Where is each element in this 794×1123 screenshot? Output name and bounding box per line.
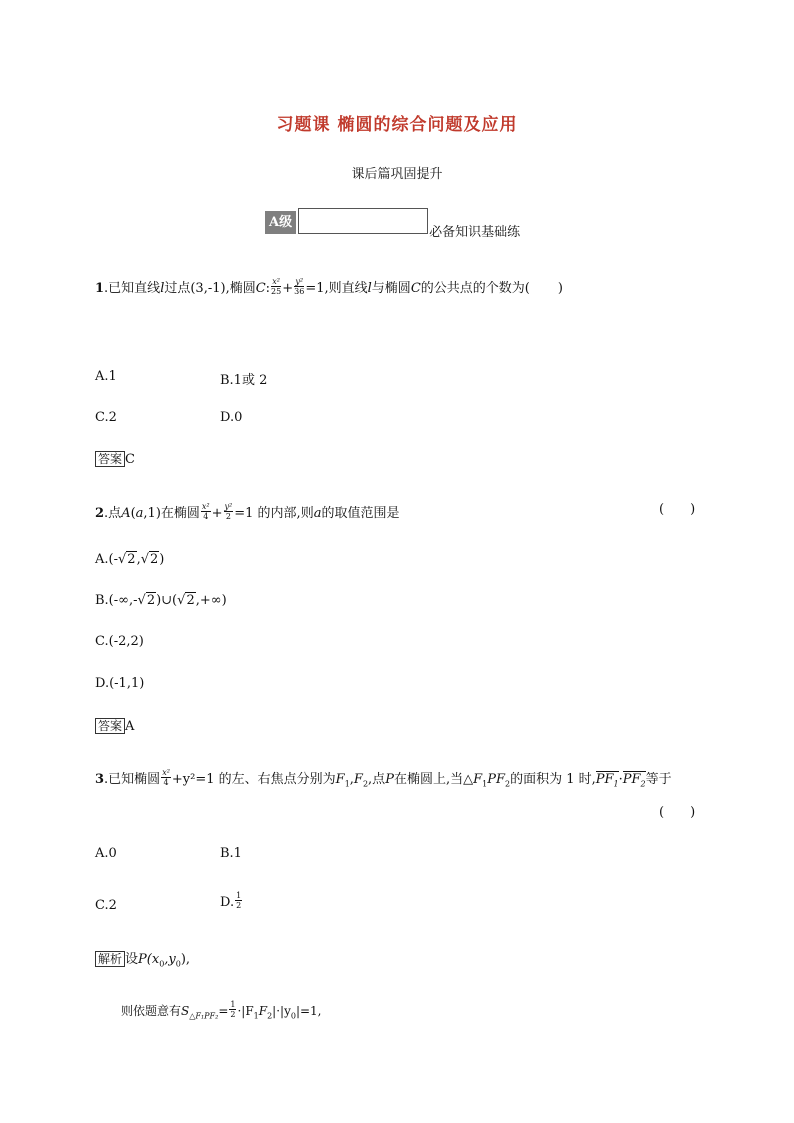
paren-open: ( — [659, 502, 665, 517]
frac-num: y² — [224, 502, 233, 511]
frac-den: 36 — [294, 287, 305, 296]
fraction — [229, 1000, 236, 1019]
q1-answer — [95, 450, 135, 467]
paren-close: ) — [690, 502, 696, 517]
q-text: +y²=1 的左、右焦点分别为 — [171, 772, 336, 787]
q-text: 与椭圆 — [371, 281, 411, 296]
dot: · — [618, 772, 623, 787]
opt-text: B.(-∞,- — [95, 593, 138, 608]
var-a: a — [135, 506, 144, 521]
analysis-text: = — [218, 1004, 229, 1018]
q-text: 的取值范围是 — [321, 506, 400, 521]
frac-den: 2 — [230, 1010, 236, 1019]
question-2 — [95, 502, 399, 523]
frac-num: x² — [162, 768, 170, 777]
question-number: 1 — [95, 281, 105, 296]
fraction — [201, 502, 211, 521]
level-input-box — [298, 208, 428, 234]
question-number: 2 — [95, 506, 105, 521]
subscript: 0 — [159, 959, 165, 969]
opt-text: A.(- — [95, 552, 118, 567]
q3-option-c: C.2 — [95, 898, 117, 913]
var-F: F — [353, 772, 363, 787]
q-text: ,点 — [368, 772, 386, 787]
analysis-text: P(x — [138, 952, 160, 967]
q-text: : — [265, 281, 271, 296]
q1-option-b: B.1或 2 — [220, 373, 268, 388]
fraction — [294, 277, 304, 296]
opt-text: , — [136, 552, 141, 567]
fraction — [235, 891, 242, 910]
q1-option-c: C.2 — [95, 410, 117, 425]
subscript: 2 — [504, 779, 511, 789]
analysis-text: F — [258, 1004, 268, 1018]
var-P: P — [622, 772, 632, 787]
var-P: P — [385, 772, 394, 787]
question-number: 3 — [95, 772, 105, 787]
var-F: F — [335, 772, 345, 787]
sqrt-arg: 2 — [127, 552, 136, 567]
q2-option-d: D.(-1,1) — [95, 676, 145, 691]
section-subtitle: 课后篇巩固提升 — [351, 167, 443, 182]
level-badge: A级 — [265, 211, 296, 234]
var-C: C — [410, 281, 421, 296]
analysis-text: |=1, — [295, 1004, 322, 1018]
q-text: ,1)在椭圆 — [143, 506, 200, 521]
subscript: 2 — [640, 779, 646, 789]
opt-text: ,+∞) — [195, 593, 227, 608]
q-text: 过点(3,-1),椭圆 — [164, 281, 256, 296]
q-text: 的公共点的个数为( — [420, 281, 530, 296]
var-F: F — [495, 772, 505, 787]
var-P: P — [487, 772, 496, 787]
level-label: 必备知识基础练 — [429, 225, 521, 240]
subscript: △F₁PF₂ — [189, 1011, 219, 1021]
frac-den: 4 — [203, 512, 209, 521]
var-F: F — [631, 772, 641, 787]
plus: + — [211, 506, 223, 521]
frac-den: 25 — [271, 287, 282, 296]
plus: + — [282, 281, 294, 296]
answer-paren — [659, 502, 695, 517]
q-text: .已知椭圆 — [104, 772, 161, 787]
q2-option-a: A.(-√2,√2) — [95, 552, 165, 567]
var-A: A — [121, 506, 131, 521]
subscript: 1 — [482, 779, 488, 789]
frac-num: y² — [295, 277, 304, 286]
q-text: 等于 — [645, 772, 672, 787]
var-F: F — [604, 772, 614, 787]
fraction — [271, 277, 281, 296]
q2-option-c: C.(-2,2) — [95, 634, 144, 649]
paren-open: ( — [659, 805, 665, 820]
q2-answer — [95, 717, 134, 734]
frac-num: x² — [272, 277, 280, 286]
var-F: F — [473, 772, 483, 787]
frac-num: 1 — [236, 891, 242, 900]
level-header — [265, 208, 521, 240]
answer-paren — [659, 805, 695, 820]
analysis-text: |·|y — [272, 1004, 291, 1018]
analysis-text: ·|F — [237, 1004, 254, 1018]
var-P: P — [595, 772, 605, 787]
frac-den: 2 — [236, 901, 242, 910]
q2-option-b: B.(-∞,-√2)∪(√2,+∞) — [95, 593, 227, 608]
q3-analysis-line2 — [121, 1002, 322, 1021]
sqrt-arg: 2 — [146, 593, 156, 608]
q-text: ) — [557, 281, 563, 296]
question-1 — [95, 277, 563, 298]
vector-pf2 — [623, 771, 646, 787]
paren-close: ) — [690, 805, 696, 820]
q1-option-a: A.1 — [95, 369, 117, 384]
fraction — [161, 768, 171, 787]
vector-pf1 — [596, 771, 619, 787]
sqrt-arg: 2 — [186, 593, 195, 608]
frac-num: x² — [201, 502, 210, 511]
var-S: S — [181, 1004, 190, 1018]
answer-value: C — [125, 452, 135, 467]
subscript: 0 — [175, 959, 181, 969]
var-C: C — [255, 281, 266, 296]
question-3 — [95, 768, 672, 789]
q3-analysis — [95, 948, 190, 969]
answer-tag: 答案 — [95, 451, 125, 467]
subscript: 2 — [362, 779, 369, 789]
subscript: 1 — [253, 1011, 259, 1021]
q-text: =1,则直线 — [305, 281, 368, 296]
q3-option-b: B.1 — [220, 846, 242, 861]
answer-tag: 答案 — [95, 718, 125, 734]
subscript: 2 — [267, 1011, 273, 1021]
var-l: l — [367, 281, 372, 296]
q-text: ( — [130, 506, 136, 521]
var-l: l — [160, 281, 165, 296]
q-text: .已知直线 — [104, 281, 161, 296]
q-text: =1 的内部,则 — [234, 506, 314, 521]
fraction — [224, 502, 234, 521]
opt-text: ) — [159, 552, 165, 567]
frac-num: 1 — [230, 1000, 236, 1009]
sqrt-arg: 2 — [150, 552, 159, 567]
q-text: .点 — [104, 506, 122, 521]
q-text: , — [349, 772, 354, 787]
analysis-text: 则依题意有 — [121, 1004, 182, 1018]
analysis-text: 设 — [125, 952, 139, 967]
frac-den: 2 — [225, 512, 231, 521]
page-title: 习题课 椭圆的综合问题及应用 — [276, 115, 518, 135]
q-text: 在椭圆上,当△ — [393, 772, 474, 787]
frac-den: 4 — [163, 778, 169, 787]
var-a: a — [313, 506, 322, 521]
opt-text: D. — [220, 895, 235, 910]
subscript: 1 — [613, 779, 619, 789]
subscript: 1 — [344, 779, 350, 789]
analysis-text: ,y — [164, 952, 176, 967]
q3-option-a: A.0 — [95, 846, 117, 861]
analysis-tag: 解析 — [95, 951, 125, 967]
opt-text: )∪( — [156, 593, 178, 608]
q-text: 的面积为 1 时, — [510, 772, 596, 787]
answer-value: A — [125, 719, 135, 734]
analysis-text: ), — [180, 952, 191, 967]
q1-option-d: D.0 — [220, 410, 243, 425]
subscript: 0 — [290, 1011, 296, 1021]
q3-option-d — [220, 893, 243, 912]
